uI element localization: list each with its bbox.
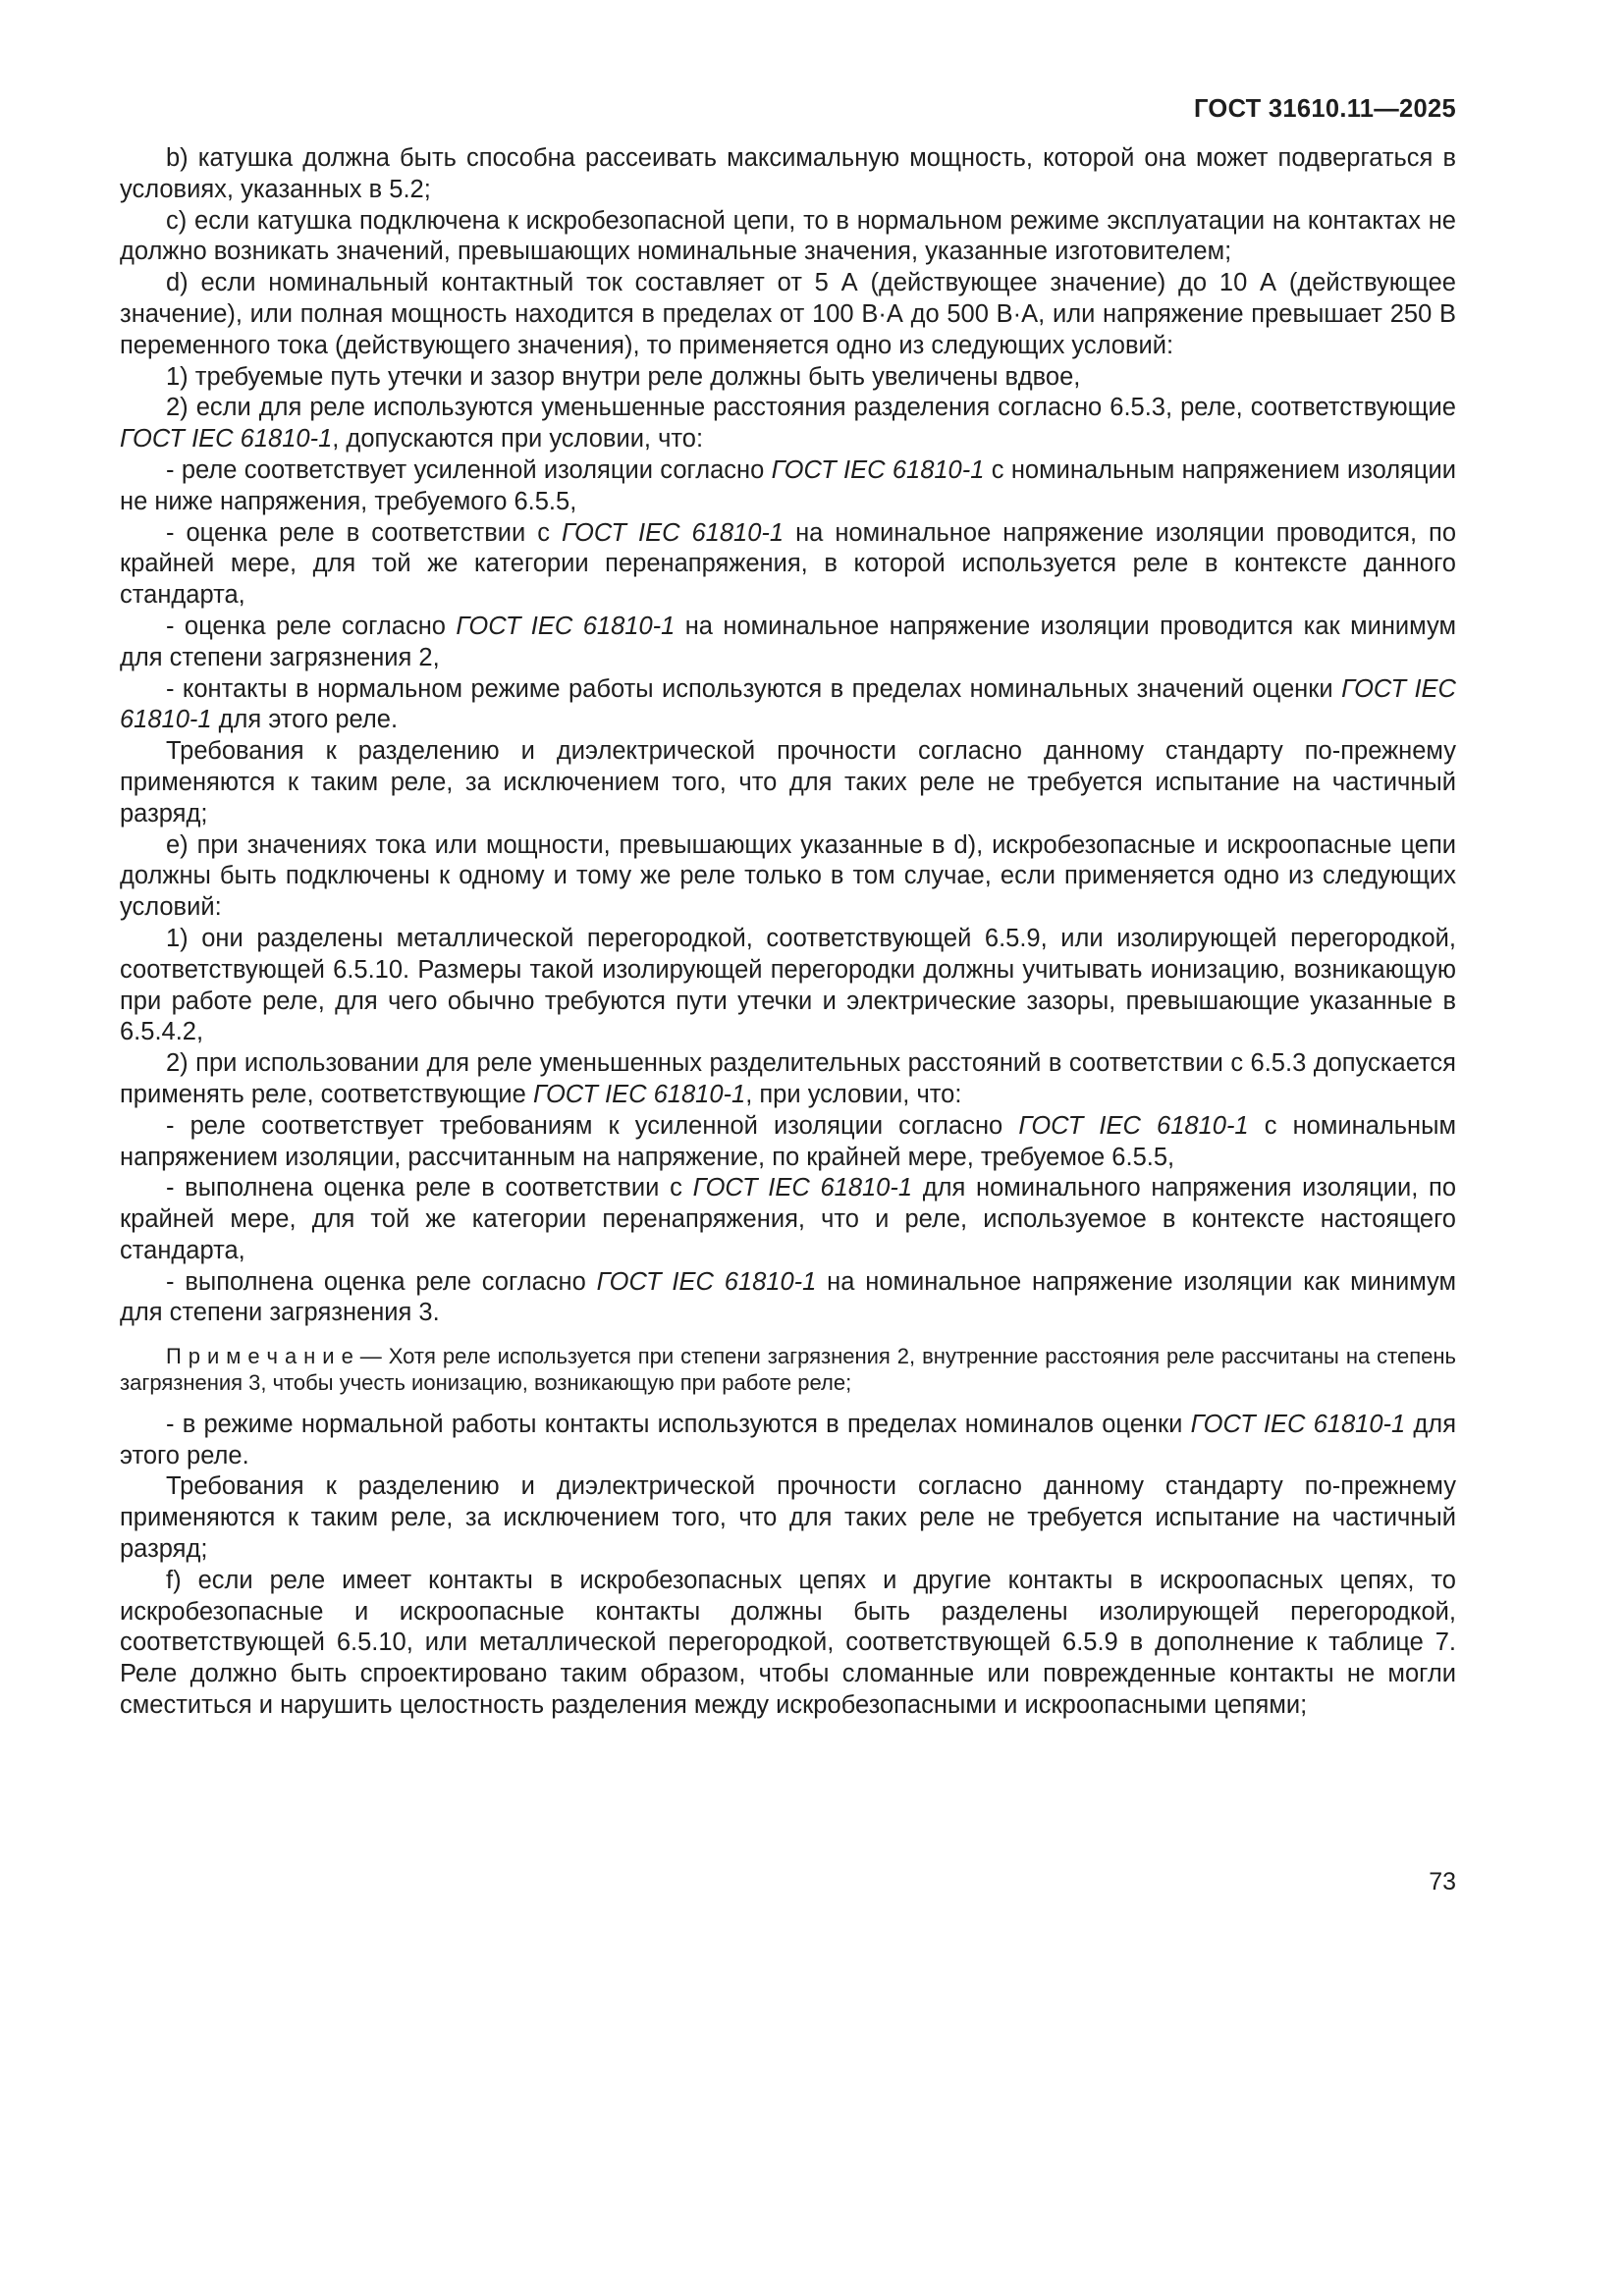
text-run: e) при значениях тока или мощности, превышающих указанные в d), искробезопасные и искроопасные цепи должны быть подключены к одному и тому же реле только в том случае, если применяется одно из следующих условий: [120, 830, 1456, 922]
text-run: Требования к разделению и диэлектрической прочности согласно данному стандарту по-прежнему применяются к таким реле, за исключением того, что для таких реле не требуется испытание на частичный разряд; [120, 1472, 1456, 1564]
text-run: d) если номинальный контактный ток составляет от 5 А (действующее значение) до 10 А (действующее значение), или полная мощность находится в пределах от 100 В·А до 500 В·А, или напряжение превышает 250 В переменного тока (действующего значения), то применяется одно из следующих условий: [120, 269, 1456, 359]
standard-reference: ГОСТ IEC 61810-1 [1018, 1111, 1249, 1140]
text-run: на номинальное напряжение изоляции проводится, по крайней мере, для той же категории перенапряжения, в которой используется реле в контексте данного стандарта, [120, 518, 1457, 610]
body-paragraph [120, 393, 1456, 455]
body-paragraph [120, 362, 1456, 394]
page-number: 73 [1429, 1868, 1456, 1896]
body-paragraph [120, 455, 1456, 518]
text-run: 1) они разделены металлической перегородкой, соответствующей 6.5.9, или изолирующей перегородкой, соответствующей 6.5.10. Размеры такой изолирующей перегородки должны учитывать ионизацию, возникающую при работе реле, для чего обычно требуются пути утечки и электрические зазоры, превышающие указанные в 6.5.4.2, [120, 924, 1456, 1046]
text-run: для этого реле. [211, 706, 399, 734]
body-paragraph [120, 1566, 1456, 1722]
text-run: 2) при использовании для реле уменьшенных разделительных расстояний в соответствии с 6.5.3 допускается применять реле, соответствующие [120, 1049, 1456, 1108]
text-run: - в режиме нормальной работы контакты используются в пределах номиналов оценки [166, 1410, 1191, 1438]
standard-reference: ГОСТ IEC 61810-1 [561, 518, 785, 547]
text-run: - контакты в нормальном режиме работы используются в пределах номинальных значений оценки [166, 674, 1342, 703]
text-run: с номинальным напряжением изоляции, рассчитанным на напряжение, по крайней мере, требуемое 6.5.5, [120, 1111, 1456, 1171]
body-paragraph [120, 924, 1456, 1048]
page-header [120, 95, 1456, 124]
text-run: b) катушка должна быть способна рассеивать максимальную мощность, которой она может подвергаться в условиях, указанных в 5.2; [120, 144, 1456, 203]
text-run: для этого реле. [120, 1410, 1456, 1469]
body-paragraph [120, 518, 1456, 612]
standard-reference: ГОСТ IEC 61810-1 [120, 674, 1456, 734]
text-run: - реле соответствует усиленной изоляции согласно [166, 455, 772, 484]
body-paragraph [120, 1471, 1456, 1565]
document-code: ГОСТ 31610.11—2025 [1194, 95, 1456, 123]
text-run: для номинального напряжения изоляции, по крайней мере, для той же категории перенапряжения, что и реле, используемое в контексте настоящего стандарта, [120, 1174, 1457, 1264]
standard-reference: ГОСТ IEC 61810-1 [532, 1080, 746, 1108]
text-run: Требования к разделению и диэлектрической прочности согласно данному стандарту по-прежнему применяются к таким реле, за исключением того, что для таких реле не требуется испытание на частичный разряд; [120, 737, 1456, 828]
body-paragraph [120, 1173, 1456, 1266]
text-run: - выполнена оценка реле согласно [166, 1267, 597, 1296]
body-paragraph [120, 1267, 1456, 1330]
standard-reference: ГОСТ IEC 61810-1 [120, 425, 333, 454]
body-paragraph [120, 1048, 1456, 1111]
text-run: - выполнена оценка реле в соответствии с [166, 1174, 693, 1202]
text-run: 2) если для реле используются уменьшенные расстояния разделения согласно 6.5.3, реле, соответствующие [166, 394, 1456, 422]
text-run: на номинальное напряжение изоляции как минимум для степени загрязнения 3. [120, 1267, 1457, 1327]
body-paragraph [120, 206, 1456, 269]
text-run: - оценка реле в соответствии с [166, 518, 562, 547]
standard-reference: ГОСТ IEC 61810-1 [456, 612, 676, 640]
standard-reference: ГОСТ IEC 61810-1 [771, 455, 985, 484]
body-paragraph [120, 674, 1456, 737]
body-paragraph [120, 143, 1456, 206]
body-paragraph [120, 268, 1456, 361]
text-run: c) если катушка подключена к искробезопасной цепи, то в нормальном режиме эксплуатации на контактах не должно возникать значений, превышающих номинальные значения, указанные изготовителем; [120, 206, 1456, 266]
text-run: - реле соответствует требованиям к усиленной изоляции согласно [166, 1111, 1019, 1140]
text-run: на номинальное напряжение изоляции проводится как минимум для степени загрязнения 2, [120, 612, 1456, 671]
text-run: П р и м е ч а н и е — Хотя реле используется при степени загрязнения 2, внутренние расстояния реле рассчитаны на степень загрязнения 3, чтобы учесть ионизацию, возникающую при работе реле; [120, 1344, 1456, 1396]
text-run: , при условии, что: [745, 1080, 962, 1108]
text-run: 1) требуемые путь утечки и зазор внутри реле должны быть увеличены вдвое, [166, 362, 1081, 391]
body-paragraph [120, 612, 1456, 674]
body-paragraph [120, 1410, 1456, 1472]
body-paragraph [120, 1111, 1456, 1174]
text-run: - оценка реле согласно [166, 612, 457, 640]
document-body [120, 143, 1456, 1722]
standard-reference: ГОСТ IEC 61810-1 [692, 1174, 913, 1202]
body-paragraph [120, 830, 1456, 924]
body-paragraph [120, 736, 1456, 829]
standard-reference: ГОСТ IEC 61810-1 [596, 1267, 817, 1296]
text-run: , допускаются при условии, что: [332, 425, 704, 454]
text-run: с номинальным напряжением изоляции не ниже напряжения, требуемого 6.5.5, [120, 455, 1457, 515]
note-paragraph [120, 1344, 1456, 1397]
page-footer [120, 1868, 1456, 1896]
standard-reference: ГОСТ IEC 61810-1 [1190, 1410, 1406, 1438]
text-run: f) если реле имеет контакты в искробезопасных цепях и другие контакты в искроопасных цепях, то искробезопасные и искроопасные контакты должны быть разделены изолирующей перегородкой, соответствующей 6.5.10, или металлической перегородкой, соответствующей 6.5.9 в дополнение к таблице 7. Реле должно быть спроектировано таким образом, чтобы сломанные или поврежденные контакты не могли сместиться и нарушить целостность разделения между искробезопасными и искроопасными цепями; [120, 1566, 1456, 1720]
